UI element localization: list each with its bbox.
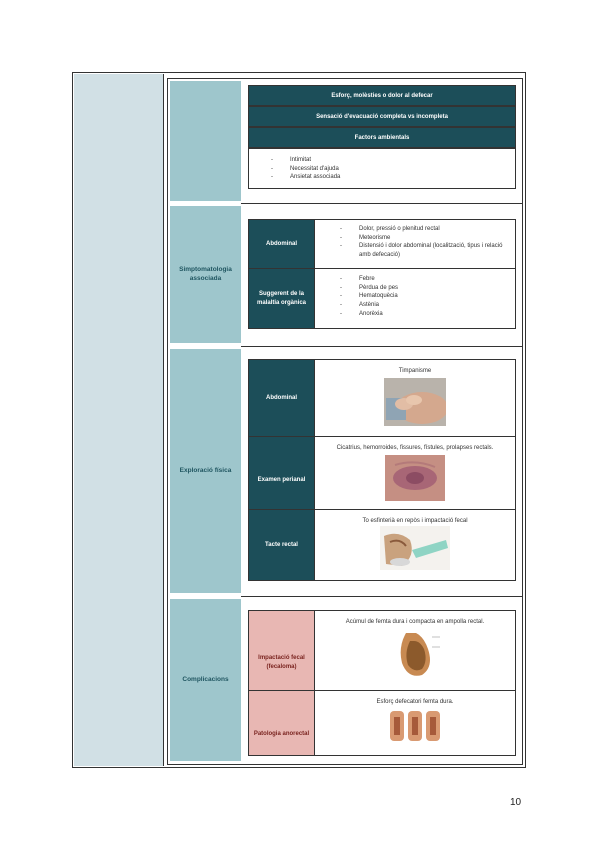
list-item: - Intimitat	[271, 156, 515, 165]
row-label: Suggerent de la malaltia orgànica	[249, 269, 315, 328]
list-item: - Distensió i dolor abdominal (localització, tipus i relació amb defecació)	[340, 242, 509, 259]
caption: Cicatrius, hemorroides, fissures, fístules, prolapses rectals.	[336, 445, 494, 451]
list-item: - Necessitat d'ajuda	[271, 165, 515, 174]
row-label: Abdominal	[249, 220, 315, 268]
fecaloma-diagram	[388, 627, 442, 683]
row-impactacio-fecal	[248, 610, 516, 691]
list-item: - Pèrdua de pes	[340, 284, 509, 293]
row-label: Abdominal	[249, 360, 315, 436]
list-item: - Hematoquècia	[340, 292, 509, 301]
inner-table	[167, 78, 523, 765]
section-simptomatologia-label: Simptomatologia associada	[170, 206, 241, 343]
list-item: - Febre	[340, 275, 509, 284]
list-item: - Meteorisme	[340, 234, 509, 243]
list-item: - Ansietat associada	[271, 173, 515, 182]
section-factors	[168, 79, 522, 203]
row-malaltia-organica	[248, 268, 516, 329]
rectal-exam-illustration	[380, 526, 450, 570]
page-number: 10	[510, 797, 522, 808]
section-factors-label	[170, 81, 241, 201]
list-item: - Astènia	[340, 301, 509, 310]
anorectal-pathology-diagram	[386, 707, 444, 751]
header-esforc: Esforç, molèsties o dolor al defecar	[248, 85, 516, 106]
factors-list-box	[248, 148, 516, 189]
caption: Acúmul de femta dura i compacta en ampolla rectal.	[345, 619, 485, 625]
header-sensacio: Sensació d'evacuació completa vs incompleta	[248, 106, 516, 127]
list-item: - Anorèxia	[340, 310, 509, 319]
row-label: Impactació fecal (fecaloma)	[249, 611, 315, 690]
section-simptomatologia	[168, 203, 522, 346]
caption: To esfinterià en repòs i impactació fecal	[362, 518, 468, 524]
row-label: Examen perianal	[249, 437, 315, 509]
caption: Esforç defecatori femta dura.	[376, 699, 454, 705]
left-category-column	[74, 74, 164, 766]
section-exploracio-label: Exploració física	[170, 349, 241, 593]
perianal-exam-photo	[385, 455, 445, 501]
header-factors-ambientals: Factors ambientals	[248, 127, 516, 148]
row-patologia-anorectal	[248, 690, 516, 756]
section-exploracio	[168, 346, 522, 596]
row-tacte-rectal	[248, 509, 516, 581]
row-exploracio-abdominal	[248, 359, 516, 437]
row-abdominal-simptoma	[248, 219, 516, 269]
section-complicacions-label: Complicacions	[170, 599, 241, 761]
caption: Timpanisme	[398, 368, 432, 374]
row-examen-perianal	[248, 436, 516, 510]
list-item: - Dolor, pressió o plenitud rectal	[340, 225, 509, 234]
abdominal-exam-photo	[384, 378, 446, 426]
row-label: Tacte rectal	[249, 510, 315, 580]
document-table	[72, 72, 526, 768]
section-complicacions	[168, 596, 522, 764]
row-label: Patologia anorectal	[249, 691, 315, 755]
